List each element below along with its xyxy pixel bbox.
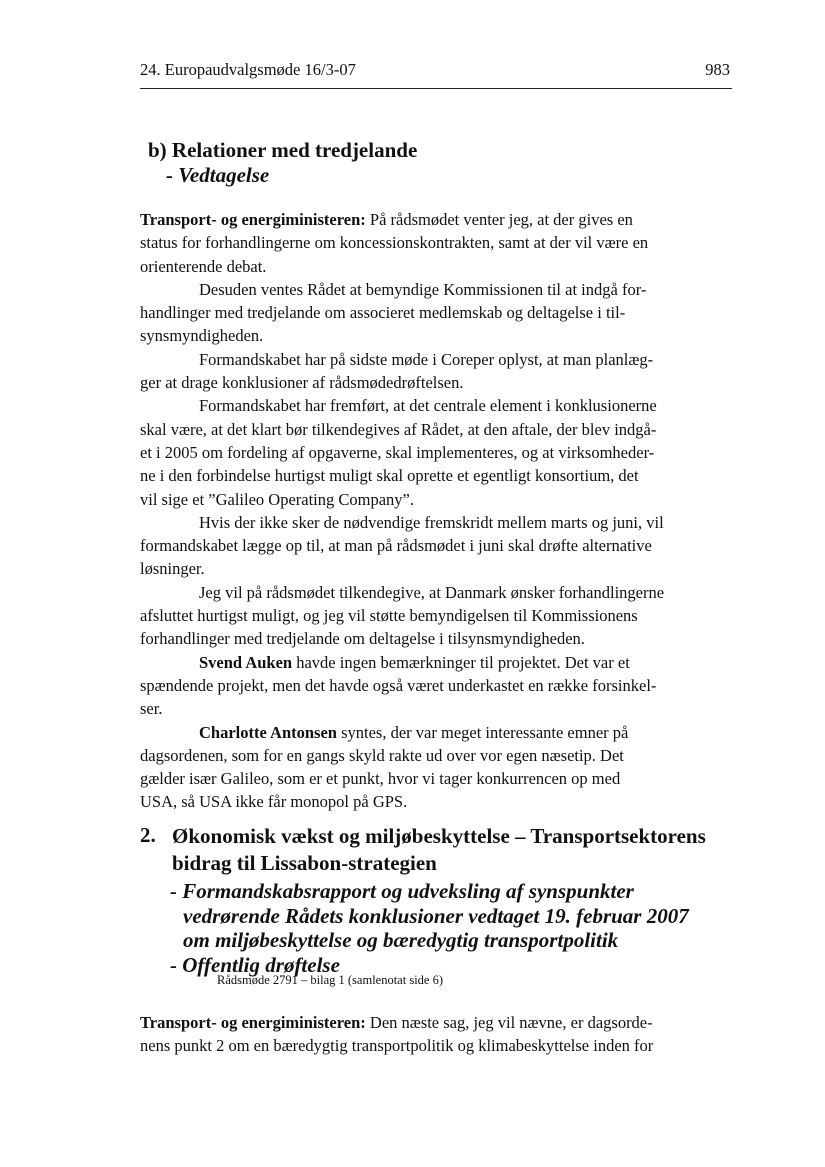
text-line: nens punkt 2 om en bæredygtig transportpolitik og klimabeskyttelse inden for: [140, 1036, 654, 1056]
paragraph: Charlotte Antonsen syntes, der var meget interessante emner på: [199, 722, 629, 742]
text-line: ser.: [140, 699, 163, 719]
speaker-name: Transport- og energiministeren:: [140, 210, 366, 229]
paragraph: Transport- og energiministeren: På rådsmødet venter jeg, at der gives en: [140, 210, 633, 229]
paragraph: Transport- og energiministeren: Den næste sag, jeg vil nævne, er dagsorde-: [140, 1013, 653, 1032]
speaker-name: Svend Auken: [199, 652, 293, 672]
paragraph: Svend Auken havde ingen bemærkninger til projektet. Det var et: [199, 652, 630, 672]
text-line: status for forhandlingerne om koncessionskontrakten, samt at der vil være en: [140, 233, 649, 253]
speaker-name: Transport- og energiministeren:: [140, 1013, 366, 1032]
section-2-subtitles: [170, 879, 730, 977]
section-b-body: [140, 208, 730, 814]
text-line: dagsordenen, som for en gangs skyld rakte ud over vor egen næsetip. Det: [140, 745, 624, 765]
text-line: spændende projekt, men det havde også været underkastet en række forsinkel-: [140, 675, 657, 695]
text-line: vil sige et ”Galileo Operating Company”.: [140, 489, 415, 509]
section-2-title: Økonomisk vækst og miljøbeskyttelse – Transportsektorens bidrag til Lissabon-strategien: [172, 824, 706, 875]
subtitle-line: om miljøbeskyttelse og bæredygtig transportpolitik: [183, 928, 619, 952]
text-line: forhandlinger med tredjelande om deltagelse i tilsynsmyndigheden.: [140, 629, 585, 649]
page-header: [140, 60, 730, 86]
text-line: gælder især Galileo, som er et punkt, hvor vi tager konkurrencen op med: [140, 769, 621, 789]
subtitle-line: - Formandskabsrapport og udveksling af synspunkter: [170, 879, 634, 903]
text-line: løsninger.: [140, 559, 205, 579]
text-line: handlinger med tredjelande om associeret medlemskab og deltagelse i til-: [140, 303, 626, 323]
council-reference: Rådsmøde 2791 – bilag 1 (samlenotat side 6): [217, 973, 444, 987]
text-line: skal være, at det klart bør tilkendegives af Rådet, at den aftale, der blev indgå-: [140, 419, 657, 439]
text-line: ger at drage konklusioner af rådsmødedrøftelsen.: [140, 373, 464, 393]
paragraph: Jeg vil på rådsmødet tilkendegive, at Danmark ønsker forhandlingerne: [199, 582, 665, 602]
text-line: formandskabet lægge op til, at man på rådsmødet i juni skal drøfte alternative: [140, 536, 652, 556]
section-number: 2.: [140, 823, 156, 847]
text-line: et i 2005 om fordeling af opgaverne, skal implementeres, og at virksomheder-: [140, 442, 655, 462]
text-line: synsmyndigheden.: [140, 326, 264, 346]
text-line: orienterende debat.: [140, 256, 267, 276]
text-line: ne i den forbindelse hurtigst muligt skal oprette et egentligt konsortium, det: [140, 466, 639, 486]
paragraph: Desuden ventes Rådet at bemyndige Kommissionen til at indgå for-: [199, 279, 647, 299]
page-number: 983: [705, 60, 730, 79]
text-line: USA, så USA ikke får monopol på GPS.: [140, 792, 408, 812]
text-line: afsluttet hurtigst muligt, og jeg vil støtte bemyndigelsen til Kommissionens: [140, 606, 638, 626]
paragraph: Hvis der ikke sker de nødvendige fremskridt mellem marts og juni, vil: [199, 512, 664, 532]
speaker-name: Charlotte Antonsen: [199, 722, 337, 742]
subtitle-line: vedrørende Rådets konklusioner vedtaget 19. februar 2007: [183, 903, 689, 928]
paragraph: Formandskabet har på sidste møde i Coreper oplyst, at man planlæg-: [199, 349, 654, 369]
header-title: 24. Europaudvalgsmøde 16/3-07: [140, 60, 356, 79]
section-2-body: [140, 1011, 730, 1058]
header-rule: [140, 88, 732, 89]
paragraph: Formandskabet har fremført, at det centrale element i konklusionerne: [199, 396, 657, 416]
subtitle-line: - Offentlig drøftelse: [170, 952, 340, 977]
section-b-title: b) Relationer med tredjelande: [148, 138, 418, 162]
section-b-subtitle: - Vedtagelse: [166, 163, 270, 187]
